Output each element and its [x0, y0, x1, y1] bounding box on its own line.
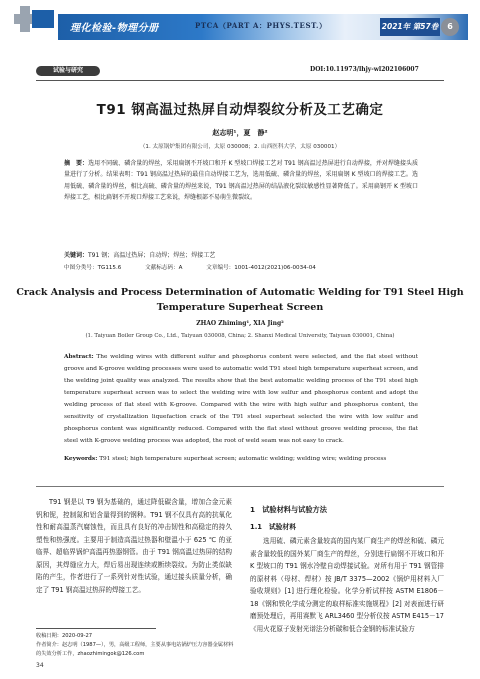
received-date: 收稿日期：2020-09-27: [36, 633, 93, 639]
body-paragraph: 选用硫、磷元素含量较高的国内某厂商生产的焊丝和硫、磷元素含量较低的国外某厂商生产的焊丝，分别进行扁钢不开坡口和开 K 型坡口的 T91 钢水冷壁自动焊接试验。对所有用于 T91 钢管排的原材料（母材、焊材）按 JB/T 3375—2002《锅炉用材料入厂验收规则》[1] 进行理化检验。化学分析试样按 ASTM E1806－18《钢和铁化学成分测定的取样标准实施规程》[2] 对表面进行研磨预处理后，再用赛默飞 ARL3460 型分析仪按 ASTM E415－17《用火花原子发射光谱法分析碳和低合金钢的标准试验方: [250, 537, 444, 633]
title-english: Crack Analysis and Process Determination of Automatic Welding for T91 Steel High Temperature Superheat Screen: [16, 287, 464, 313]
journal-name: PTCA（PART A：PHYS.TEST.）: [195, 21, 327, 30]
keywords-text-en: T91 steel; high temperature superheat screen; automatic welding; welding wire; welding process: [99, 456, 387, 462]
keywords-english: [64, 453, 418, 465]
affiliation-english: (1. Taiyuan Boiler Group Co., Ltd., Taiyuan 030008, China; 2. Shanxi Medical University, Taiyuan 030001, China): [85, 333, 395, 339]
article-number: 文章编号：1001-4012(2021)06-0034-04: [206, 265, 316, 271]
abstract-text-cn: 选用不同硫、磷含量的焊丝，采用扁钢不开坡口和开 K 型坡口焊接工艺对 T91 钢高温过热屏进行自动焊接，并对焊缝接头质量进行了分析。结果表明：T91 钢高温过热屏的最佳自动焊接工艺为，选用低硫、磷含量的焊丝，采用扁钢 K 型坡口的焊接工艺。选用低硫、磷含量的焊丝，相比高硫、磷含量的焊丝来说，T91 钢高温过热屏的结晶液化裂纹敏感性显著降低了。采用扁钢开 K 型坡口焊接工艺，相比扁钢不开坡口焊接工艺来说，焊缝根部不易萌生微裂纹。: [64, 160, 418, 202]
section-heading: 1 试验材料与试验方法: [250, 505, 327, 514]
doi: DOI:10.11973/lhjy-wl202106007: [310, 66, 419, 73]
authors-english: ZHAO Zhiming¹, XIA Jing²: [196, 320, 284, 327]
clc-number: 中图分类号：TG115.6: [64, 265, 122, 271]
abstract-label-cn: 摘 要：: [64, 160, 89, 167]
keywords-text-cn: T91 钢；高温过热屏；自动焊；焊丝；焊接工艺: [88, 252, 216, 259]
journal-logo-icon: [14, 4, 60, 34]
author-bio: 作者简介：赵志明（1987—），男，高级工程师，主要从事电站锅炉压力容器金属材料的失效分析工作，zhaozhimingok@126.com: [36, 642, 234, 657]
abstract-label-en: Abstract:: [64, 354, 94, 360]
issue-number-badge: 6: [441, 18, 459, 36]
year-volume-badge: 2021年 第57卷: [380, 18, 440, 36]
footnote-divider: [36, 628, 156, 629]
abstract-english: [64, 351, 418, 447]
keywords-label-cn: 关键词：: [64, 252, 89, 259]
divider-line: [36, 80, 444, 81]
keywords-chinese: [64, 250, 418, 259]
divider-line: [36, 486, 444, 487]
abstract-chinese: [64, 158, 418, 204]
classification-info: [64, 263, 418, 271]
authors-chinese: 赵志明¹，夏 静²: [212, 129, 268, 137]
body-left-column: T91 钢是以 T9 钢为基础的，通过降低碳含量，增加合金元素钒和铌，控制氮和铝含量得到的钢种。T91 钢不仅具有高的抗氧化性和耐高温蒸汽腐蚀性，而且具有良好的冲击韧性和高稳定的持久塑性和热强度。主要用于制造高温过热器和壁温小于 625 ℃ 的亚临界、超临界锅炉高温再热器钢管。由于 T91 钢高温过热屏的结构原因，其焊缝应力大，焊后易出现连续或断续裂纹。为防止类似缺陷的产生，作者进行了一系列针对性试验，通过接头质量分析，确定了 T91 钢高温过热屏的焊接工艺。: [36, 498, 232, 594]
footnote: [36, 632, 236, 659]
subsection-heading: 1.1 试验材料: [250, 522, 297, 531]
journal-section-title: 理化检验-物理分册: [70, 23, 159, 34]
keywords-label-en: Keywords:: [64, 456, 98, 462]
title-chinese: T91 钢高温过热屏自动焊裂纹分析及工艺确定: [96, 102, 384, 118]
journal-header: [0, 0, 480, 58]
affiliation-chinese: （1. 太原锅炉集团有限公司，太原 030008；2. 山西医科大学，太原 030001）: [139, 144, 341, 150]
section-tag: 试验与研究: [36, 66, 100, 76]
body-right-column: [250, 496, 444, 635]
page-number: 34: [36, 662, 44, 669]
document-code: 文献标志码：A: [145, 265, 183, 271]
abstract-text-en: The welding wires with different sulfur and phosphorus content were selected, and the flat steel without groove and K-groove welding processes were used to automatic weld T91 steel high temperature superheat screen, and the welding joint quality was analyzed. The results show that the best automatic welding process of the T91 steel high temperature superheat screen was to select the welding wire with low sulfur and phosphorus content and adopt the welding process of flat steel with K-groove. Compared with the wire with high sulfur and phosphorus content, the sensitivity of crystallization liquefaction crack of the T91 steel superheat selected the wire with low sulfur and phosphorus content was significantly reduced. Compared with the flat steel without groove welding process, the flat steel with K-groove welding process was adopted, the root of weld seam was not easy to crack.: [64, 354, 418, 444]
